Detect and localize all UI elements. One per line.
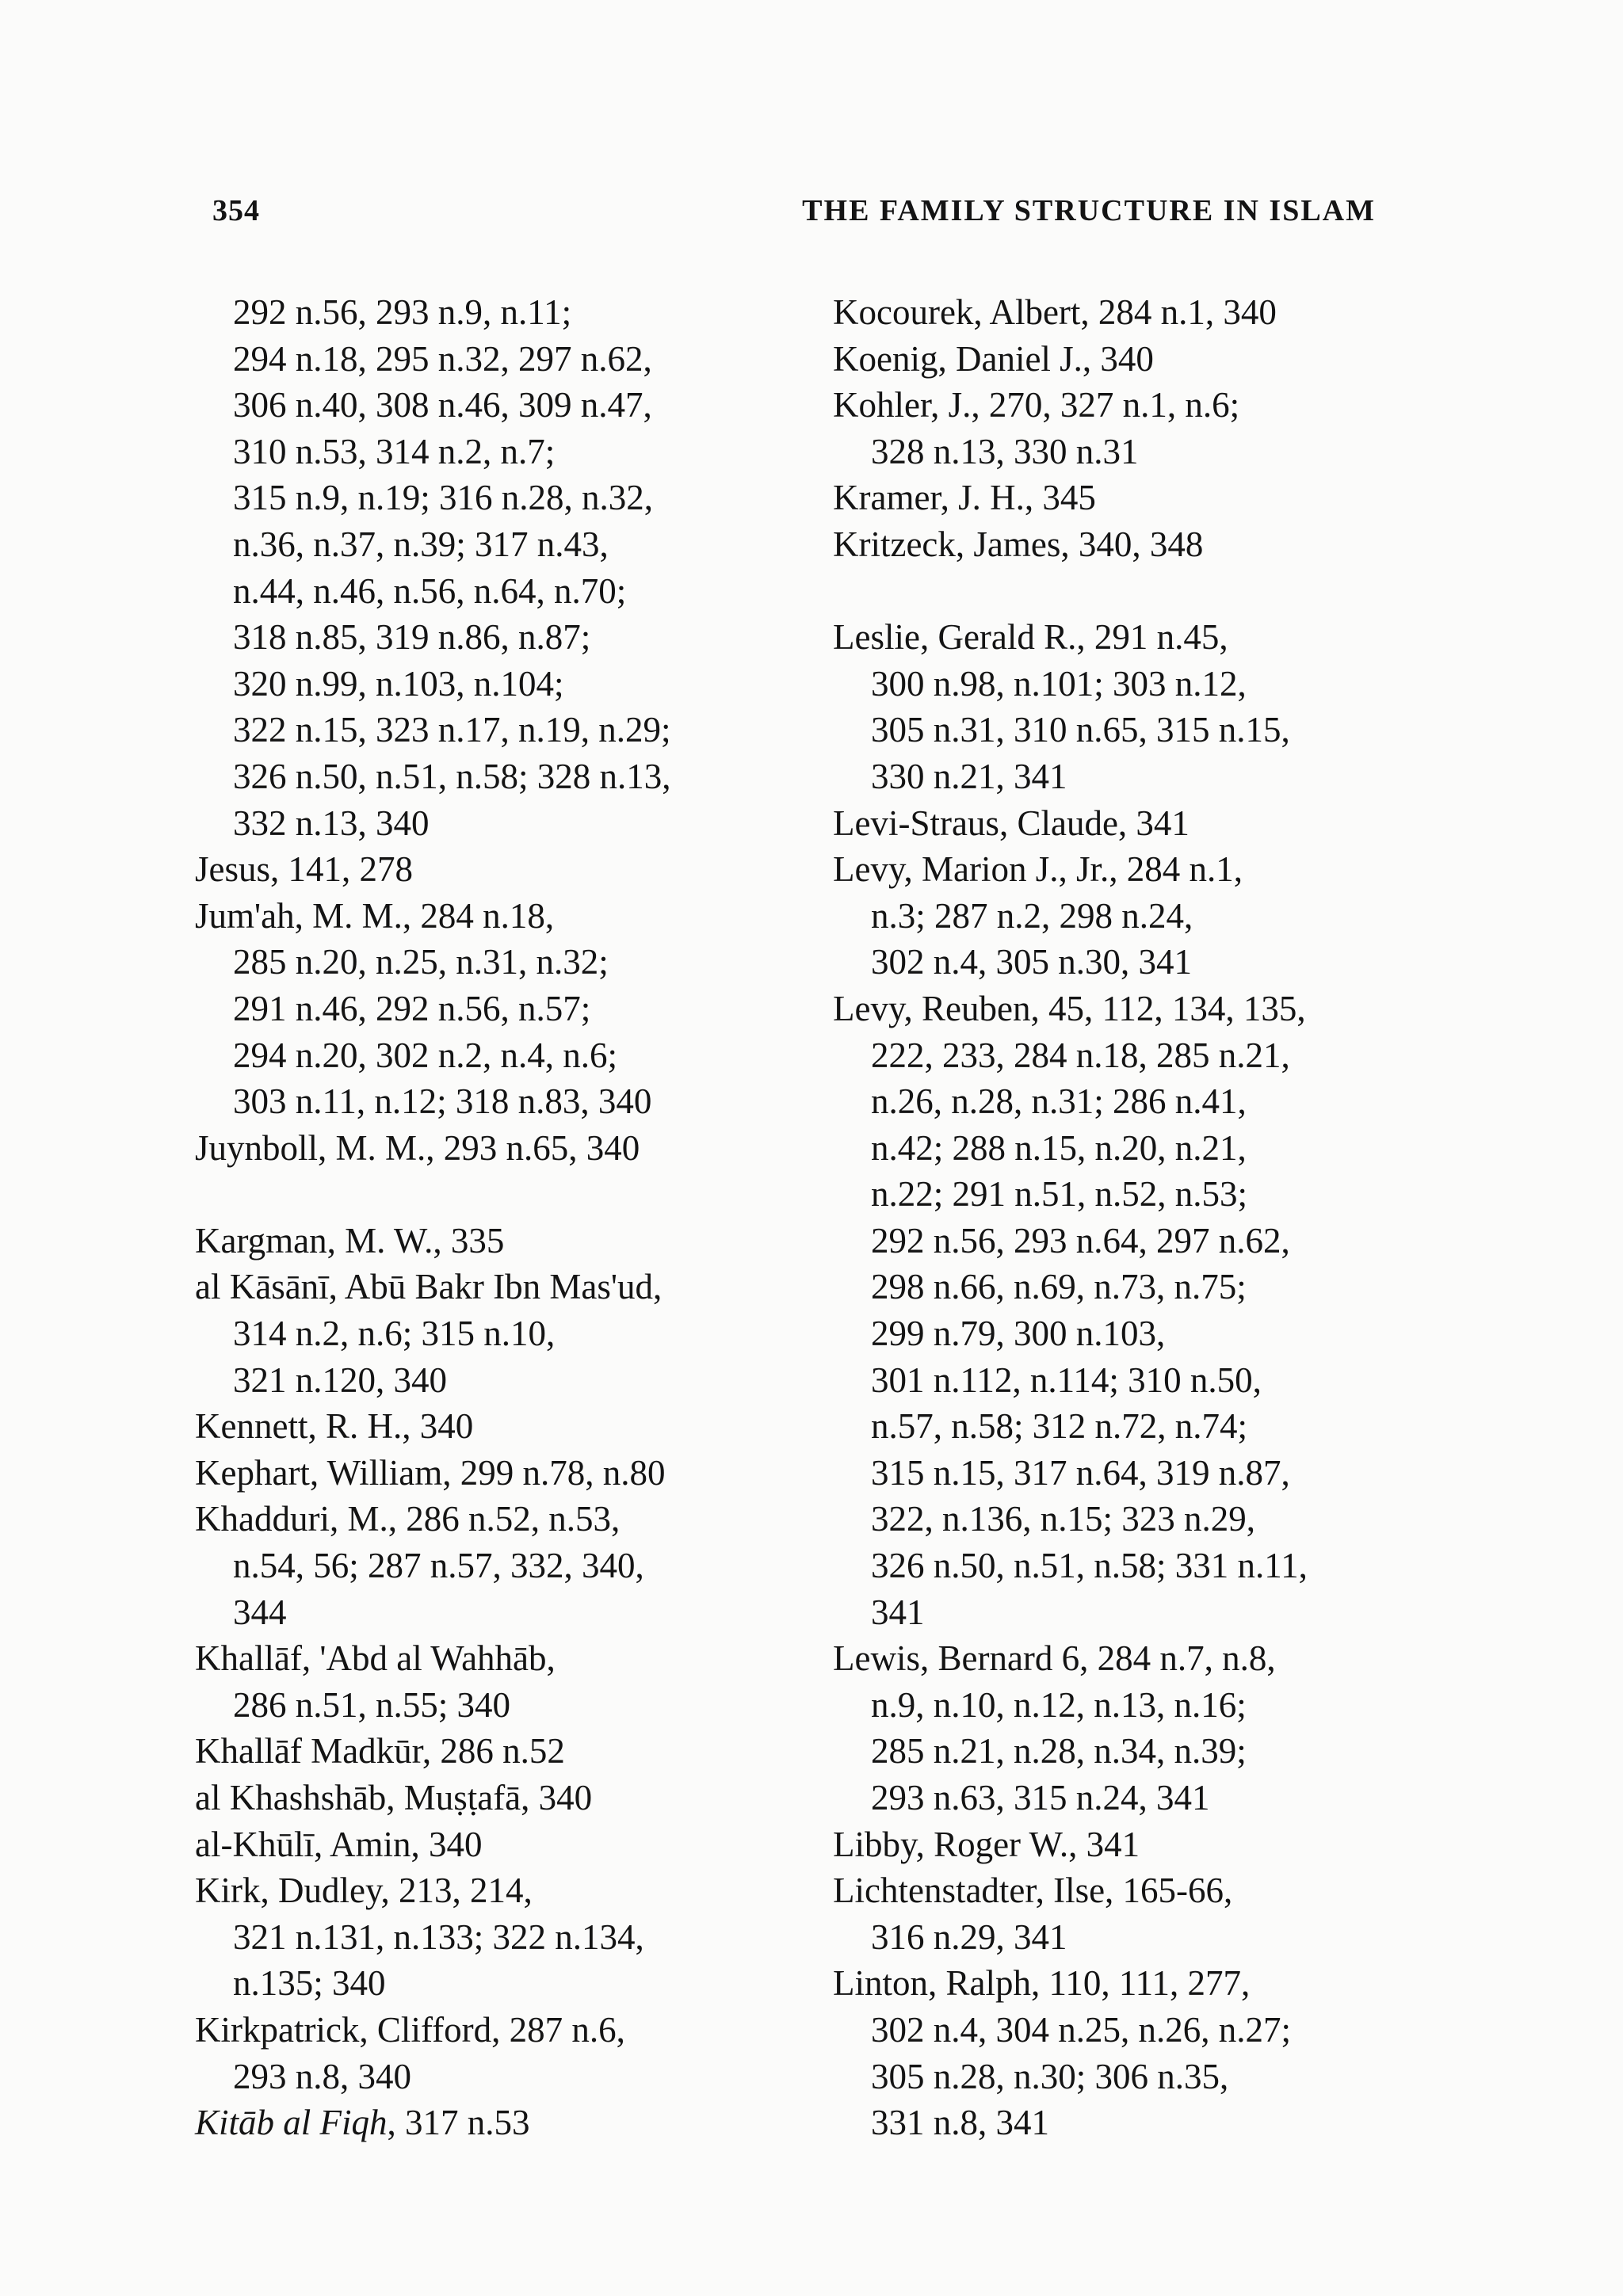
index-entry-continuation: 294 n.18, 295 n.32, 297 n.62, <box>233 338 652 379</box>
index-entry-continuation: 285 n.20, n.25, n.31, n.32; <box>233 942 609 982</box>
index-entry: Libby, Roger W., 341 <box>833 1824 1140 1864</box>
index-entry-continuation: 305 n.28, n.30; 306 n.35, <box>871 2056 1229 2096</box>
index-entry-continuation: 291 n.46, 292 n.56, n.57; <box>233 988 591 1028</box>
index-entry: Linton, Ralph, 110, 111, 277, <box>833 1963 1251 2004</box>
index-entry: Kephart, William, 299 n.78, n.80 <box>195 1452 666 1493</box>
index-entry-continuation: n.135; 340 <box>233 1963 386 2004</box>
index-entry-continuation: 299 n.79, 300 n.103, <box>871 1314 1166 1354</box>
index-entry-continuation: 321 n.131, n.133; 322 n.134, <box>233 1917 644 1957</box>
index-entry-continuation: n.26, n.28, n.31; 286 n.41, <box>871 1081 1247 1122</box>
index-entry: al Kāsānī, Abū Bakr Ibn Mas'ud, <box>195 1267 663 1307</box>
index-entry-continuation: 326 n.50, n.51, n.58; 328 n.13, <box>233 756 671 796</box>
index-entry: Kennett, R. H., 340 <box>195 1406 474 1447</box>
index-entry: al Khashshāb, Muṣṭafā, 340 <box>195 1778 593 1817</box>
index-entry: Levy, Reuben, 45, 112, 134, 135, <box>833 988 1306 1028</box>
page-number: 354 <box>212 194 260 227</box>
index-entry <box>195 2100 797 2146</box>
index-entry-continuation: 322 n.15, 323 n.17, n.19, n.29; <box>233 710 671 750</box>
index-entry-continuation: 331 n.8, 341 <box>871 2103 1049 2143</box>
index-entry-continuation: 300 n.98, n.101; 303 n.12, <box>871 663 1247 704</box>
index-entry-continuation: 316 n.29, 341 <box>871 1917 1067 1957</box>
index-column-left <box>195 289 797 2146</box>
index-entry-continuation: 341 <box>871 1592 925 1632</box>
index-entry-continuation: n.57, n.58; 312 n.72, n.74; <box>871 1406 1248 1447</box>
index-entry-continuation: 315 n.15, 317 n.64, 319 n.87, <box>871 1452 1290 1493</box>
index-entry: Khadduri, M., 286 n.52, n.53, <box>195 1499 621 1539</box>
index-entry: Kocourek, Albert, 284 n.1, 340 <box>833 292 1277 332</box>
index-entry: Jesus, 141, 278 <box>195 849 414 890</box>
index-entry-continuation: 302 n.4, 304 n.25, n.26, n.27; <box>871 2009 1292 2050</box>
index-entry-continuation: 330 n.21, 341 <box>871 756 1067 796</box>
index-entry-continuation: 292 n.56, 293 n.9, n.11; <box>233 292 572 332</box>
index-entry-continuation: 302 n.4, 305 n.30, 341 <box>871 942 1192 982</box>
index-entry: Khallāf, 'Abd al Wahhāb, <box>195 1638 556 1679</box>
index-entry-continuation: 310 n.53, 314 n.2, n.7; <box>233 431 556 471</box>
index-entry: Lichtenstadter, Ilse, 165-66, <box>833 1871 1233 1911</box>
index-entry-continuation: 293 n.63, 315 n.24, 341 <box>871 1778 1210 1817</box>
index-entry-continuation: 314 n.2, n.6; 315 n.10, <box>233 1314 556 1354</box>
index-entry-continuation: 318 n.85, 319 n.86, n.87; <box>233 617 591 658</box>
index-entry-continuation: n.36, n.37, n.39; 317 n.43, <box>233 524 609 564</box>
index-entry-continuation: n.54, 56; 287 n.57, 332, 340, <box>233 1546 644 1586</box>
index-entry: Kargman, M. W., 335 <box>195 1220 505 1261</box>
index-entry: Levi-Straus, Claude, 341 <box>833 803 1190 843</box>
index-column-right <box>833 289 1435 2146</box>
italic-title: Kitāb al Fiqh <box>195 2103 388 2143</box>
index-entry: al-Khūlī, Amin, 340 <box>195 1824 483 1864</box>
index-entry-continuation: 344 <box>233 1592 287 1632</box>
entry-gap <box>833 568 1435 615</box>
index-entry: Kirk, Dudley, 213, 214, <box>195 1871 533 1911</box>
index-entry-continuation: n.9, n.10, n.12, n.13, n.16; <box>871 1684 1247 1725</box>
index-entry: Koenig, Daniel J., 340 <box>833 338 1154 379</box>
index-entry-continuation: n.22; 291 n.51, n.52, n.53; <box>871 1174 1248 1215</box>
index-entry-continuation: n.44, n.46, n.56, n.64, n.70; <box>233 570 627 611</box>
index-entry-continuation: 293 n.8, 340 <box>233 2056 411 2096</box>
index-entry-continuation: 286 n.51, n.55; 340 <box>233 1684 511 1725</box>
index-entry-continuation: 326 n.50, n.51, n.58; 331 n.11, <box>871 1546 1308 1586</box>
entry-pages: , 317 n.53 <box>387 2103 530 2143</box>
index-entry: Kirkpatrick, Clifford, 287 n.6, <box>195 2009 625 2050</box>
entry-gap <box>195 1171 797 1218</box>
index-entry-continuation: 303 n.11, n.12; 318 n.83, 340 <box>233 1081 652 1122</box>
index-entry: Kohler, J., 270, 327 n.1, n.6; <box>833 385 1240 425</box>
index-entry-continuation: n.3; 287 n.2, 298 n.24, <box>871 895 1193 936</box>
index-entry-continuation: 322, n.136, n.15; 323 n.29, <box>871 1499 1256 1539</box>
index-entry: Levy, Marion J., Jr., 284 n.1, <box>833 849 1243 890</box>
index-entry-continuation: 301 n.112, n.114; 310 n.50, <box>871 1360 1262 1400</box>
index-entry-continuation: n.42; 288 n.15, n.20, n.21, <box>871 1127 1247 1168</box>
index-entry-continuation: 294 n.20, 302 n.2, n.4, n.6; <box>233 1035 618 1075</box>
running-title: THE FAMILY STRUCTURE IN ISLAM <box>802 194 1376 227</box>
index-entry-continuation: 328 n.13, 330 n.31 <box>871 431 1139 471</box>
index-entry: Leslie, Gerald R., 291 n.45, <box>833 617 1228 658</box>
index-entry-continuation: 306 n.40, 308 n.46, 309 n.47, <box>233 385 652 425</box>
index-entry: Kritzeck, James, 340, 348 <box>833 524 1204 564</box>
index-entry: Kramer, J. H., 345 <box>833 478 1096 518</box>
index-entry-continuation: 292 n.56, 293 n.64, 297 n.62, <box>871 1220 1290 1261</box>
index-entry: Lewis, Bernard 6, 284 n.7, n.8, <box>833 1638 1276 1679</box>
index-entry-continuation: 321 n.120, 340 <box>233 1360 447 1400</box>
index-entry: Khallāf Madkūr, 286 n.52 <box>195 1731 565 1772</box>
index-entry-continuation: 305 n.31, 310 n.65, 315 n.15, <box>871 710 1290 750</box>
index-entry: Jum'ah, M. M., 284 n.18, <box>195 895 555 936</box>
index-entry-continuation: 320 n.99, n.103, n.104; <box>233 663 564 704</box>
index-entry-continuation: 222, 233, 284 n.18, 285 n.21, <box>871 1035 1290 1075</box>
index-entry-continuation: 315 n.9, n.19; 316 n.28, n.32, <box>233 478 654 518</box>
index-entry-continuation: 298 n.66, n.69, n.73, n.75; <box>871 1267 1247 1307</box>
index-entry: Juynboll, M. M., 293 n.65, 340 <box>195 1127 640 1168</box>
index-entry-continuation: 285 n.21, n.28, n.34, n.39; <box>871 1731 1247 1772</box>
index-entry-continuation: 332 n.13, 340 <box>233 803 430 843</box>
